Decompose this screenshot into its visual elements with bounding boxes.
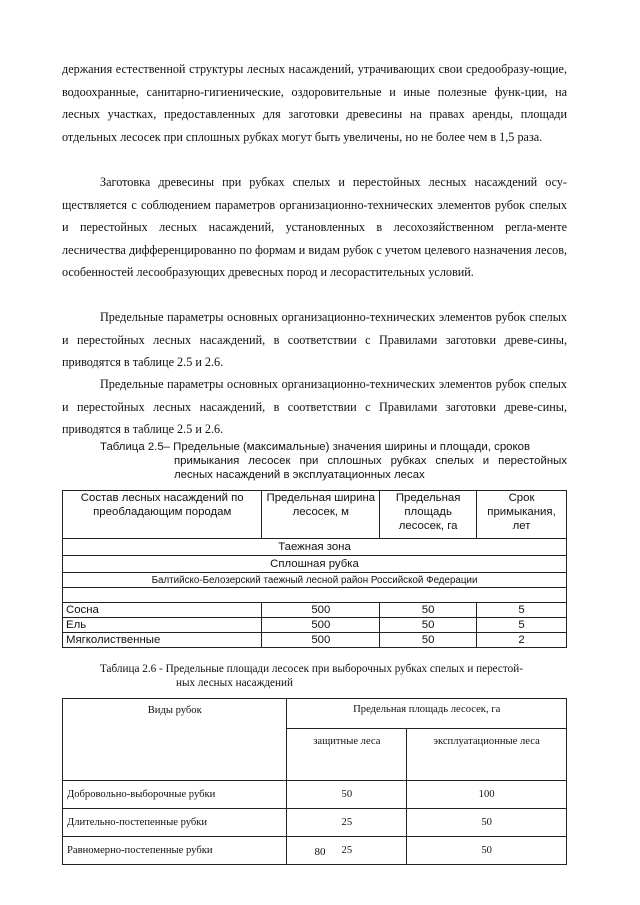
area-cell: 50 <box>380 618 477 633</box>
page-number: 80 <box>314 846 326 858</box>
region-row <box>63 573 567 588</box>
caption-first-line: Предельные площади лесосек при выборочных рубках спелых и перестой- <box>165 663 523 675</box>
blank-row <box>63 588 567 603</box>
area-cell: 50 <box>380 633 477 648</box>
species-cell: Ель <box>63 618 262 633</box>
width-cell: 500 <box>262 603 380 618</box>
species-cell: Сосна <box>63 603 262 618</box>
header-term: Срок примыкания, лет <box>477 491 567 539</box>
cut-type-cell: Равномерно-постепенные рубки <box>63 837 287 865</box>
header-width: Предельная ширина лесосек, м <box>262 491 380 539</box>
protective-cell: 25 <box>287 837 407 865</box>
protective-cell: 25 <box>287 809 407 837</box>
paragraph-4: Предельные параметры основных организационно-технических элементов рубок спелых и перестойных лесных насаждений, в соответствии с Правилами заготовки древе-сины, приводятся в таблице 2.5 и 2.6. <box>62 377 567 437</box>
paragraph-1: держания естественной структуры лесных насаждений, утрачивающих свои средообразу-ющие, водоохранные, санитарно-гигиенические, оздоровительные и иные полезные функ-ции, на лесных участках, предоставленных для заготовки древесины на правах аренды, площади отдельных лесосек при сплошных рубках могут быть увеличены, но не более чем в 1,5 раза. <box>62 62 567 144</box>
zone-row <box>63 539 567 556</box>
table-header-row <box>63 699 567 729</box>
blank-cell <box>63 588 567 603</box>
table-row <box>63 633 567 648</box>
cut-type-cell: Длительно-постепенные рубки <box>63 809 287 837</box>
exploitation-cell: 100 <box>407 781 567 809</box>
width-cell: 500 <box>262 618 380 633</box>
paragraph-3: Предельные параметры основных организационно-технических элементов рубок спелых и перестойных лесных насаждений, в соответствии с Правилами заготовки древе-сины, приводятся в таблице 2.5 и 2.6. <box>62 310 567 370</box>
exploitation-cell: 50 <box>407 809 567 837</box>
term-cell: 2 <box>477 633 567 648</box>
paragraph-2: Заготовка древесины при рубках спелых и перестойных лесных насаждений осу-ществляется с соблюдением параметров организационно-технических элементов рубок спелых и перестойных лесных насаждений, установленных в лесохозяйственном регла-менте лесничества дифференцированно по формам и видам рубок с учетом целевого назначения лесов, особенностей лесообразующих древесных пород и лесорастительных условий. <box>62 175 567 280</box>
header-area: Предельная площадь лесосек, га <box>287 699 567 729</box>
table-row <box>63 603 567 618</box>
cut-type-cell: Сплошная рубка <box>63 556 567 573</box>
caption-first-line: Предельные (максимальные) значения ширины и площади, сроков <box>173 441 530 453</box>
cut-type-cell: Добровольно-выборочные рубки <box>63 781 287 809</box>
width-cell: 500 <box>262 633 380 648</box>
header-area: Предельная площадь лесосек, га <box>380 491 477 539</box>
term-cell: 5 <box>477 603 567 618</box>
exploitation-cell: 50 <box>407 837 567 865</box>
caption-continuation: ных лесных насаждений <box>176 677 293 689</box>
zone-cell: Таежная зона <box>63 539 567 556</box>
subheader-exploitation: эксплуатационные леса <box>407 729 567 781</box>
header-cut-type: Виды рубок <box>63 699 287 781</box>
term-cell: 5 <box>477 618 567 633</box>
header-composition: Состав лесных насаждений по преобладающим породам <box>63 491 262 539</box>
caption-lead: Таблица 2.6 - <box>100 663 166 675</box>
caption-continuation: примыкания лесосек при сплошных рубках спелых и перестойных лесных насаждений в эксплуатационных лесах <box>174 455 567 481</box>
table-header-row <box>63 491 567 539</box>
table-row <box>63 809 567 837</box>
region-cell: Балтийско-Белозерский таежный лесной район Российской Федерации <box>63 573 567 588</box>
protective-cell: 50 <box>287 781 407 809</box>
table-row <box>63 618 567 633</box>
table-2-5 <box>62 490 567 648</box>
species-cell: Мягколиственные <box>63 633 262 648</box>
caption-lead: Таблица 2.5– <box>100 441 174 453</box>
area-cell: 50 <box>380 603 477 618</box>
table-2-6 <box>62 698 567 865</box>
table-2-6-caption <box>100 662 567 690</box>
cut-type-row <box>63 556 567 573</box>
table-2-5-caption <box>100 440 567 482</box>
table-row <box>63 781 567 809</box>
subheader-protective: защитные леса <box>287 729 407 781</box>
